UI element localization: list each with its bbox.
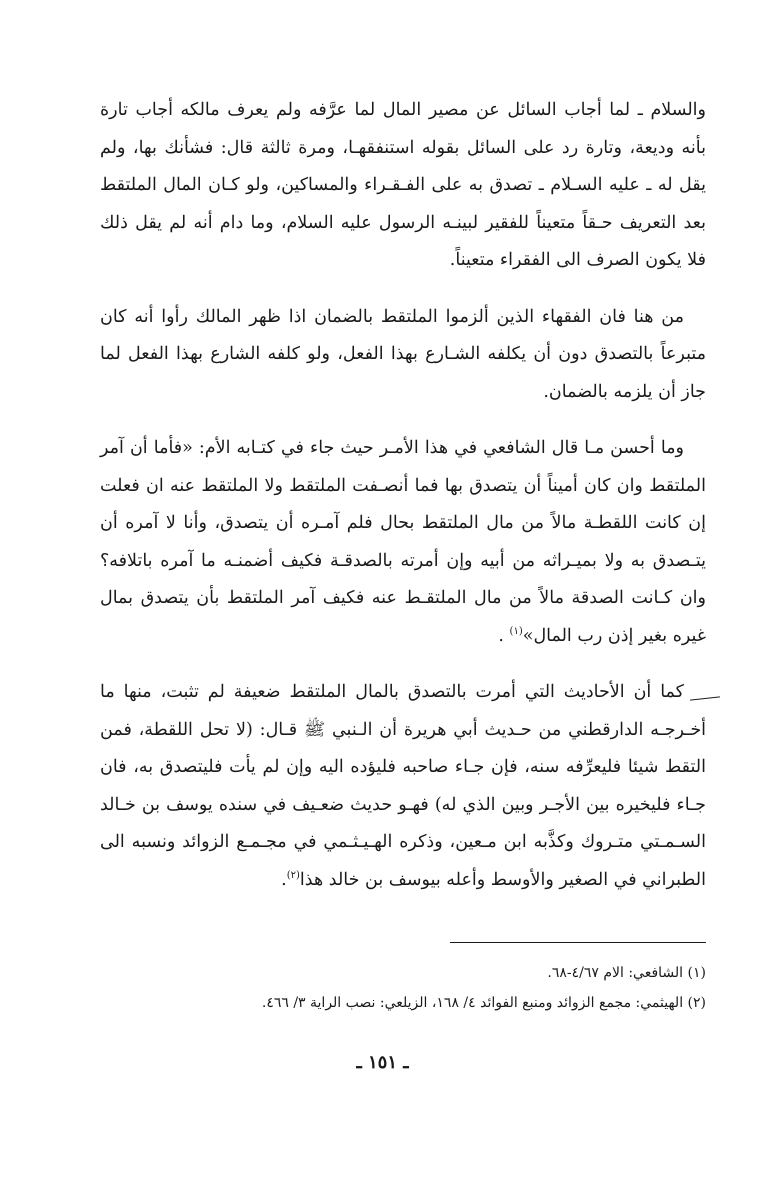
main-text [100, 92, 706, 918]
footnote-2: (٢) الهيثمي: مجمع الزوائد ومنبع الفوائد ٤/ ١٦٨، الزيلعي: نصب الراية ٣/ ٤٦٦. [261, 995, 706, 1011]
paragraph-1: والسلام ـ لما أجاب السائل عن مصير المال لما عرَّفه ولم يعرف مالكه أجاب تارة بأنه وديعة، وتارة رد على السائل بقوله استنفقهـا، ومرة ثالثة قال: فشأنك بها، ولم يقل له ـ عليه السـلام ـ تصدق به على الفـقـراء والمساكين، ولو كـان المال الملتقط بعد التعريف حـقاً متعيناً للفقير لبينـه الرسول عليه السلام، وما دام أنه لم يقل ذلك فلا يكون الصرف الى الفقراء متعيناً. [100, 100, 706, 270]
footnote-1: (١) الشافعي: الام ٤/٦٧-٦٨. [547, 965, 706, 981]
footnotes [100, 958, 706, 1018]
paragraph-3: وما أحسن مـا قال الشافعي في هذا الأمـر حيث جاء في كتـابه الأم: «فأما أن آمر الملتقط وان كان أميناً أن يتصدق بها فما أنصـفت الملتقط ولا الملتقط عنه ان فعلت إن كانت اللقطـة مالاً من مال الملتقط بحال فلم آمـره أن يتصدق، وأنا لا آمره أن يتـصدق به ولا بميـراثه من أبيه وإن أمرته بالصدقـة فكيف أضمنـه ما آمره باتلافه؟ وان كـانت الصدقة مالاً من مال الملتقـط عنه فكيف آمر الملتقط بأن يتصدق بمال غيره بغير إذن رب المال»$^{(١)}$ . [100, 438, 706, 646]
paragraph-4-end: . [281, 869, 287, 890]
paragraph-2: من هنا فان الفقهاء الذين ألزموا الملتقط بالضمان اذا ظهر المالك رأوا أنه كان متبرعاً بالتصدق دون أن يكلفه الشـارع بهذا الفعل، ولو كلفه الشارع بهذا الفعل لما جاز أن يلزمه بالضمان. [100, 306, 706, 402]
paragraph-3-end: . [498, 625, 510, 646]
paragraph-4: كما أن الأحاديث التي أمرت بالتصدق بالمال الملتقط ضعيفة لم تثبت، منها ما أخـرجـه الدارقطني من حـديث أبي هريرة أن الـنبي ﷺ قـال: (لا تحل اللقطة، فمن التقط شيئا فليعرِّفه سنه، فإن جـاء صاحبه فليؤده اليه وإن لم يأت فليتصدق به، فان جـاء فليخيره بين الأجـر وبين الذي له) فهـو حديث ضعـيف في سنده يوسف بن خـالد السـمـتي متـروك وكذَّبه ابن مـعين، وذكره الهـيـثـمي في مجـمـع الزوائد ونسبه الى الطبراني في الصغير والأوسط وأعله بيوسف بن خالد هذا$^{(٢)}$. [100, 682, 706, 890]
page-number: ـ ١٥١ ـ [356, 1052, 409, 1073]
footnote-ref-1: (١) [509, 625, 523, 637]
footnote-ref-2: (٢) [286, 869, 300, 881]
footnote-divider [450, 942, 706, 943]
